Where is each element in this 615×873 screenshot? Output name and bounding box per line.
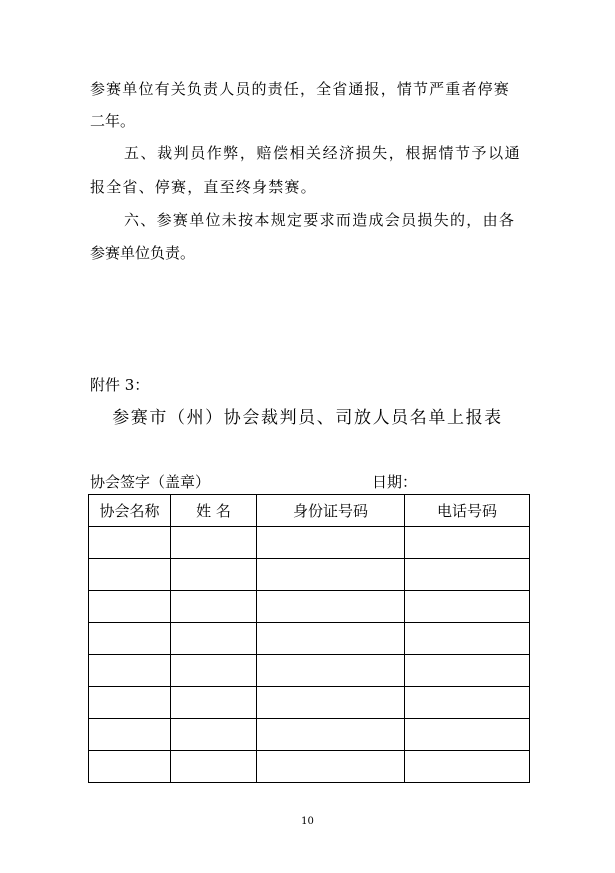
table-cell[interactable] [257,623,405,655]
table-cell[interactable] [405,687,530,719]
table-cell[interactable] [257,719,405,751]
table-row [89,591,530,623]
body-line-2: 二年。 [90,112,136,130]
table-row [89,559,530,591]
body-line-4: 报全省、停赛，直至终身禁赛。 [90,178,317,196]
table-cell[interactable] [89,687,171,719]
table-cell[interactable] [171,687,257,719]
body-line-1: 参赛单位有关负责人员的责任，全省通报，情节严重者停赛 [90,80,510,98]
form-title: 参赛市（州）协会裁判员、司放人员名单上报表 [112,408,503,428]
table-cell[interactable] [171,559,257,591]
body-line-6: 参赛单位负责。 [90,244,196,262]
table-cell[interactable] [405,751,530,783]
table-cell[interactable] [257,559,405,591]
table-cell[interactable] [171,719,257,751]
header-phone: 电话号码 [405,495,530,527]
header-name: 姓 名 [171,495,257,527]
table-cell[interactable] [171,751,257,783]
table-cell[interactable] [257,751,405,783]
table-cell[interactable] [89,591,171,623]
signature-label: 协会签字（盖章） [90,473,211,491]
table-row [89,527,530,559]
table-cell[interactable] [405,591,530,623]
table-cell[interactable] [257,655,405,687]
table-cell[interactable] [405,719,530,751]
table-cell[interactable] [405,623,530,655]
table-cell[interactable] [89,527,171,559]
table-cell[interactable] [171,623,257,655]
roster-table [88,494,530,783]
body-line-5: 六、参赛单位未按本规定要求而造成会员损失的，由各 [124,211,516,229]
table-header-row [89,495,530,527]
table-cell[interactable] [405,527,530,559]
table-row [89,623,530,655]
date-label: 日期： [372,473,418,491]
table-row [89,687,530,719]
table-cell[interactable] [89,751,171,783]
table-cell[interactable] [257,527,405,559]
table-row [89,719,530,751]
table-cell[interactable] [257,687,405,719]
attachment-label: 附件 3： [90,376,150,394]
table-row [89,655,530,687]
table-cell[interactable] [89,559,171,591]
table-cell[interactable] [89,719,171,751]
table-cell[interactable] [171,591,257,623]
page-number: 10 [301,816,314,827]
table-cell[interactable] [405,559,530,591]
table-cell[interactable] [89,623,171,655]
table-row [89,751,530,783]
table-cell[interactable] [257,591,405,623]
table-cell[interactable] [405,655,530,687]
header-association: 协会名称 [89,495,171,527]
table-cell[interactable] [89,655,171,687]
table-cell[interactable] [171,655,257,687]
body-line-3: 五、裁判员作弊，赔偿相关经济损失，根据情节予以通 [124,144,522,162]
table-cell[interactable] [171,527,257,559]
header-id-number: 身份证号码 [257,495,405,527]
